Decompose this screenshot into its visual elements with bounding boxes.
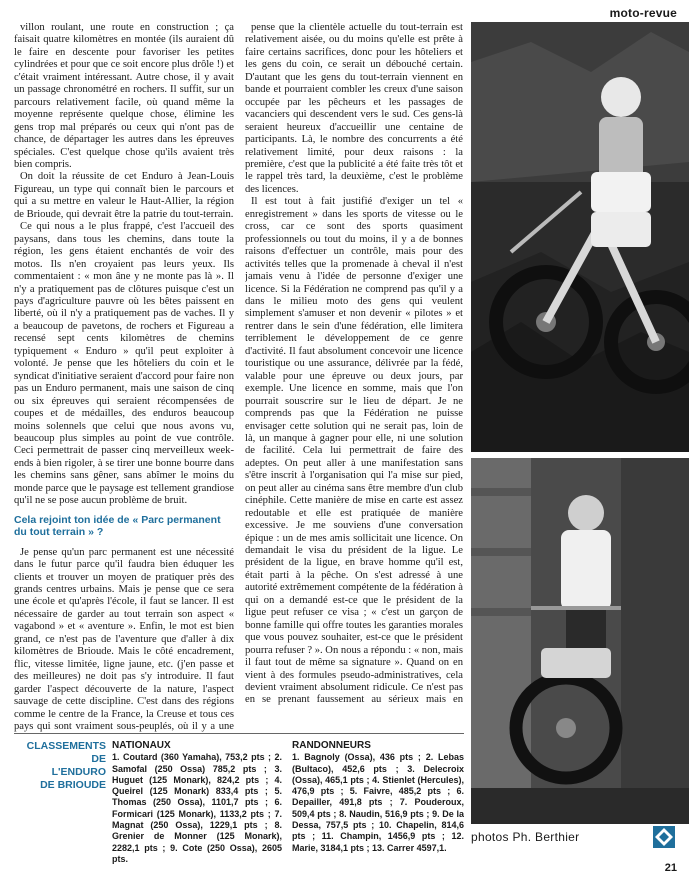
paragraph: Il est tout à fait justifié d'exiger un tel « enregistrement » dans les sports de vitesse ou le cross, car ce sont des sports quasiment professionnels ou tout du moins, il y a de bonnes raisons d'effectuer un contrôle, mais pour des activités telles que la promenade à cheval il n'est jamais venu à l'idée de personne d'exiger une licence. Si la Fédération ne comprend pas qu'il y a dans le milieu moto des gens qui veulent simplement s'amuser et non devenir « pilotes » et rentrer dans le sein d'une fédération, elle limitera terriblement le développement de ce genre d'activité. Il faut absolument concevoir une licence touristique ou une assurance, délivrée par la fédé, valable pour une épreuve ou deux jours, par exemple. Une licence en somme, mais que l'on pourrait souscrire sur le lieu de départ. Je ne comprends pas que la Fédération ne puisse envisager cette solution qui ne serait pas, loin de là, un manque à gagner pour elle, ni une solution de facilité. Cela lui permettrait de faire des adeptes. On peut aller à une manifestation sans s'être inscrit à l'organisation qui l'a mise sur pied, on peut aller au cinéma sans être membre d'un club cinéphile. Cette manière de mise en carte est assez redoutable et elle est pratiquée de manière excessive. Je me souviens d'une conversation épique : un de mes amis sollicitait une licence. On demandait le visa du président de la ligue. Le président de la ligue, en brave homme qu'il est, était parti à la pêche. On s'est adressé à une autorité extrêmement compétente de la fédération à qui on a demandé est-ce que le président de la ligue peut refuser ce visa ; « c'est un garçon de bonne famille qui offre toutes les garanties morales que vous pouvez souhaiter, est-ce que le président pourra refuser ? ». On nous a répondu : « non, mais il faut tout de même sa signature ». Quand on en vient à des formules pseudo-administratives, cela devient vraiment absolument ridicule. Ce n'est pas en se prenant faussement au sérieux mais en (245, 196, 463, 706)
paragraph: Je pense qu'un parc permanent est une nécessité dans le futur parce qu'il faudra bien éduquer les clients et trouver un moyen de pratiquer près des grands centres urbains. Mais je pense que ce sera une école et qu'après l'école, il faut se lancer. Il est nécessaire de garder au tout terrain son aspect « vagabond » et « aventure ». Enfin, le mot est bien grand, ce n'est pas de l'aventure que d'aller à dix kilomètres de Brioude. Mais le côté encadrement, flic, vitesse limitée, ligne jaune, etc. (j'en passe et des meilleures) ne doit pas s'y introduire. Il faut garder l'aspect découverte de la nature, l'aspect sauvage de cette discipline. C'est dans des régions comme le centre de la France, la Creuse et tous ces pays qui sont vraiment sous-peuplés, où il y a une (14, 546, 234, 732)
divider (14, 733, 464, 734)
photo-rider-climbing (471, 22, 689, 452)
photo-credit: photos Ph. Berthier (471, 830, 580, 844)
results-heading: NATIONAUX (112, 740, 171, 751)
results-heading: RANDONNEURS (292, 740, 371, 751)
paragraph: villon roulant, une route en construction ; ça faisait quatre kilomètres en montée (ils auraient dû le faire en descente pour favoriser les petites cylindrées et pour que ce soit encore plus drôle !) et c'était vraiment intéressant. Autre chose, il y avait un passage chronométré en rochers. Il suffit, sur un parcours relativement facile, où quand même la moyenne représente quelque chose, élimine les gens trop mal préparés ou ceux qui n'ont pas de chance, de départager les autres dans les épreuves spéciales. C'est quelque chose qu'ils avaient très bien compris. (14, 22, 234, 170)
results-randonneurs (292, 740, 464, 854)
article-column-1 (14, 22, 234, 732)
magazine-logo-icon (653, 826, 675, 848)
results-list: 1. Bagnoly (Ossa), 436 pts ; 2. Lebas (Bultaco), 452,6 pts ; 3. Delecroix (Ossa), 465,1 pts ; 4. Stienlet (Hercules), 476,9 pts ; 5. Faivre, 485,2 pts ; 6. Depailler, 491,8 pts ; 7. Pouderoux, 509,4 pts ; 8. Naudin, 516,9 pts ; 9. De la Dessa, 757,5 pts ; 10. Chapelin, 814,6 pts ; 11. Champin, 1456,9 pts ; 12. Marie, 3184,1 pts ; 13. Carrer 4597,1. (292, 752, 464, 853)
paragraph: Ce qui nous a le plus frappé, c'est l'accueil des paysans, dans tous les chemins, dans toute la région, les gens étaient enchantés de voir des motos. Ils n'en croyaient pas leurs yeux. Ils commentaient : « mon âne y ne monte pas là ». Il n'y a pratiquement pas de clôtures puisque c'est un pays d'agriculture pauvre où les bêtes paissent en liberté, où il n'y a pratiquement pas de vaches. Il y a beaucoup de pavetons, de rochers et Figureau a recensé sept cents kilomètres de chemins typiquement « Enduro » qu'il peut exploiter à volonté. Je pense que les hôteliers du coin et le syndicat d'initiative seraient d'accord pour faire non pas un Enduro permanent, mais une saison de cinq ou six épreuves qui seraient récompensées de coupes et de médailles, des enduros beaucoup moins solennels que celui que nous avons vu, beaucoup plus simples au point de vue contrôle. Ceci permettrait de passer cinq merveilleux week-ends à bien rigoler, à se tirer une bonne bourre dans les chemins sans gêner, sans abîmer le moins du monde parce que le paysage est tellement grandiose qu'il ne se pose aucun problème de bruit. (14, 221, 234, 507)
results-title-line: L'ENDURO (51, 766, 106, 778)
photo-rider-standing (471, 458, 689, 824)
page-number: 21 (664, 862, 677, 874)
results-nationaux (112, 740, 282, 865)
masthead: moto-revue (609, 6, 677, 20)
results-title-line: DE (91, 753, 106, 765)
paragraph: pense que la clientèle actuelle du tout-terrain est relativement aisée, ou du moins qu'elle est prête à faire certains sacrifices, donc pour les hôteliers et les gens du coin, ce serait un débouché certain. D'autant que les gens du tout-terrain viennent en bande et pourraient combler les creux d'une saison occupée par les pêcheurs et les passages de vacanciers qui descendent vers le sud. Ces gens-là seraient heureux d'accueillir une centaine de participants. Là, le nombre des concurrents a été relativement limité, pour deux raisons : la première, c'est que la publicité a été faite très tôt et le rappel très tard, la deuxième, c'est le problème des licences. (245, 22, 463, 195)
article-column-2 (245, 22, 463, 707)
paragraph: On doit la réussite de cet Enduro à Jean-Louis Figureau, un type qui connaît bien le parcours et qui a su mettre en valeur le Haut-Allier, la région de Brioude, qui devrait être la patrie du tout-terrain. (14, 171, 234, 220)
results-title (14, 740, 106, 792)
interview-question: Cela rejoint ton idée de « Parc permanent du tout terrain » ? (14, 513, 221, 539)
results-box (14, 738, 464, 864)
results-title-line: DE BRIOUDE (40, 779, 106, 791)
results-list: 1. Coutard (360 Yamaha), 753,2 pts ; 2. Samofal (250 Ossa) 785,2 pts ; 3. Huguet (125 Monark), 824,2 pts ; 4. Queirel (125 Monark) 833,4 pts ; 5. Thomas (250 Ossa), 1101,7 pts ; 6. Formicari (125 Monark), 1133,2 pts ; 7. Magnat (250 Ossa), 1229,1 pts ; 8. Grenier de Monner (125 Monark), 2282,1 pts ; 9. Cote (250 Ossa), 2605 pts. (112, 752, 282, 864)
results-title-line: CLASSEMENTS (26, 740, 106, 752)
